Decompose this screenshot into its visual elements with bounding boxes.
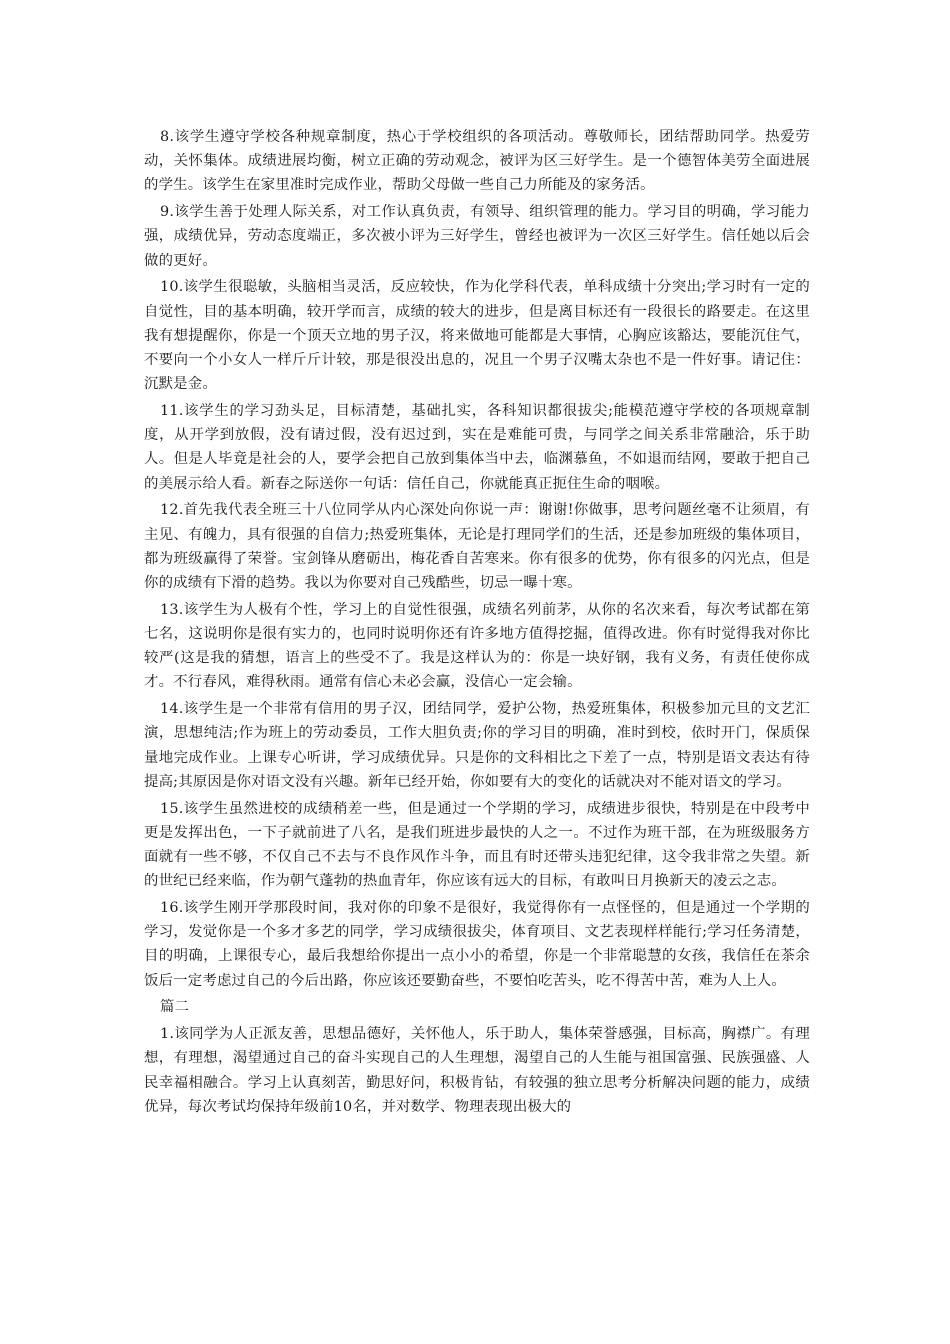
paragraph-11: 11.该学生的学习劲头足，目标清楚，基础扎实，各科知识都很拔尖;能模范遵守学校的各项规章制度，从开学到放假，没有请过假，没有迟过到，实在是难能可贵，与同学之间关系非常融洽，乐于助人。但是人毕竟是社会的人，要学会把自己放到集体当中去，临渊慕鱼，不如退而结网，要敢于把自己的美展示给人看。新春之际送你一句话：信任自己，你就能真正扼住生命的咽喉。 [144, 403, 810, 492]
paragraph-15: 15.该学生虽然进校的成绩稍差一些，但是通过一个学期的学习，成绩进步很快，特别是在中段考中更是发挥出色，一下子就前进了八名，是我们班进步最快的人之一。不过作为班干部，在为班级服务方面就有一些不够，不仅自己不去与不良作风作斗争，而且有时还带头违犯纪律，这令我非常之失望。新的世纪已经来临，作为朝气蓬勃的热血青年，你应该有远大的目标，有敢叫日月换新天的凌云之志。 [144, 800, 810, 890]
paragraph-13: 13.该学生为人极有个性，学习上的自觉性很强，成绩名列前茅，从你的名次来看，每次考试都在第七名，这说明你是很有实力的，也同时说明你还有许多地方值得挖掘，值得改进。你有时觉得我对你比较严(这是我的猜想，语言上的些受不了。我是这样认为的：你是一块好钢，我有义务，有责任使你成才。不行春风，难得秋雨。通常有信心未必会赢，没信心一定会输。 [144, 601, 810, 691]
paragraph-16: 16.该学生刚开学那段时间，我对你的印象不是很好，我觉得你有一点怪怪的，但是通过一个学期的学习，发觉你是一个多才多艺的同学，学习成绩很拔尖，体育项目、文艺表现样样能行;学习任务清楚，目的明确，上课很专心，最后我想给你提出一点小小的希望，你是一个非常聪慧的女孩，我信任在茶余饭后一定考虑过自己的今后出路，你应该还要勤奋些，不要怕吃苦头，吃不得苦中苦，难为人上人。 [144, 900, 810, 989]
paragraph-10: 10.该学生很聪敏，头脑相当灵活，反应较快，作为化学科代表，单科成绩十分突出;学习时有一定的自觉性，目的基本明确，较开学而言，成绩的较大的进步，但是离目标还有一段很长的路要走。在这里我有想提醒你，你是一个顶天立地的男子汉，将来做地可能都是大事情，心胸应该豁达，要能沉住气，不要向一个小女人一样斤斤计较，那是很没出息的，况且一个男子汉嘴太杂也不是一件好事。请记住：沉默是金。 [144, 279, 810, 393]
paragraph-9: 9.该学生善于处理人际关系，对工作认真负责，有领导、组织管理的能力。学习目的明确，学习能力强，成绩优异，劳动态度端正，多次被小评为三好学生，曾经也被评为一次区三好学生。信任她以后会做的更好。 [144, 204, 810, 269]
paragraph-8: 8.该学生遵守学校各种规章制度，热心于学校组织的各项活动。尊敬师长，团结帮助同学。热爱劳动，关怀集体。成绩进展均衡，树立正确的劳动观念，被评为区三好学生。是一个德智体美劳全面进展的学生。该学生在家里准时完成作业，帮助父母做一些自己力所能及的家务活。 [144, 129, 810, 194]
section-paragraph-1: 1.该同学为人正派友善，思想品德好，关怀他人，乐于助人，集体荣誉感强，目标高，胸襟广。有理想，有理想，渴望通过自己的奋斗实现自己的人生理想，渴望自己的人生能与祖国富强、民族强盛、人民幸福相融合。学习上认真刻苦，勤思好问，积极肯钻，有较强的独立思考分析解决问题的能力，成绩优异，每次考试均保持年级前10名，并对数学、物理表现出极大的 [144, 1026, 810, 1115]
document-page [144, 125, 810, 1122]
section-heading: 篇二 [160, 999, 190, 1016]
paragraph-14: 14.该学生是一个非常有信用的男子汉，团结同学，爱护公物，热爱班集体，积极参加元旦的文艺汇演，思想纯洁;作为班上的劳动委员，工作大胆负责;你的学习目的明确，准时到校，依时开门，保质保量地完成作业。上课专心听讲，学习成绩优异。只是你的文科相比之下差了一点，特别是语文表达有待提高;其原因是你对语文没有兴趣。新年已经开始，你如要有大的变化的话就决对不能对语文的学习。 [144, 701, 810, 790]
paragraph-12: 12.首先我代表全班三十八位同学从内心深处向你说一声：谢谢!你做事，思考问题丝毫不让须眉，有主见、有魄力，具有很强的自信力;热爱班集体，无论是打理同学们的生活，还是参加班级的集体项目，都为班级赢得了荣誉。宝剑锋从磨砺出，梅花香自苦寒来。你有很多的优势，你有很多的闪光点，但是你的成绩有下滑的趋势。我以为你要对自己残酷些，切忌一曝十寒。 [144, 502, 810, 592]
